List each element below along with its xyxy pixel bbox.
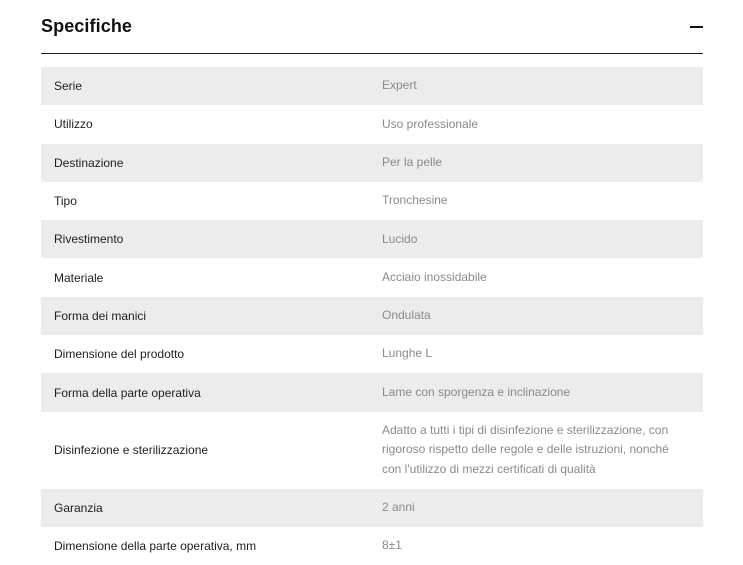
table-row [41, 144, 703, 182]
spec-value: Lame con sporgenza e inclinazione [382, 384, 571, 399]
spec-value: 8±1 [382, 538, 402, 553]
table-row [41, 297, 703, 335]
spec-value: Ondulata [382, 308, 431, 323]
spec-value: 2 anni [382, 500, 415, 515]
spec-value: Expert [382, 78, 417, 93]
specs-panel [41, 0, 703, 565]
table-row [41, 527, 703, 565]
spec-value: Lunghe L [382, 346, 433, 361]
spec-value: Uso professionale [382, 116, 479, 131]
spec-key: Tipo [54, 194, 77, 209]
table-row [41, 335, 703, 373]
table-row [41, 105, 703, 143]
table-row [41, 258, 703, 296]
spec-value: Lucido [382, 231, 418, 246]
spec-key: Destinazione [54, 155, 124, 170]
minus-icon[interactable] [689, 16, 703, 38]
spec-value: Adatto a tutti i tipi di disinfezione e sterilizzazione, con rigoroso rispetto delle regole e delle istruzioni, nonché con l'utilizzo di mezzi certificati di qualità [382, 422, 669, 476]
spec-key: Rivestimento [54, 232, 124, 247]
section-title: Specifiche [41, 16, 133, 36]
spec-key: Forma della parte operativa [54, 385, 201, 400]
table-row [41, 489, 703, 527]
spec-key: Dimensione del prodotto [54, 347, 185, 362]
table-row [41, 67, 703, 105]
spec-value: Per la pelle [382, 154, 443, 169]
spec-key: Dimensione della parte operativa, mm [54, 539, 257, 554]
spec-key: Forma dei manici [54, 308, 147, 323]
spec-key: Serie [54, 79, 83, 94]
table-row [41, 182, 703, 220]
spec-value: Tronchesine [382, 193, 448, 208]
specs-header[interactable] [41, 0, 703, 54]
table-row [41, 373, 703, 411]
table-row [41, 412, 703, 489]
spec-key: Materiale [54, 270, 104, 285]
spec-key: Garanzia [54, 500, 103, 515]
spec-key: Disinfezione e sterilizzazione [54, 443, 209, 458]
specs-table [41, 67, 703, 565]
table-row [41, 220, 703, 258]
spec-key: Utilizzo [54, 117, 93, 132]
spec-value: Acciaio inossidabile [382, 269, 487, 284]
